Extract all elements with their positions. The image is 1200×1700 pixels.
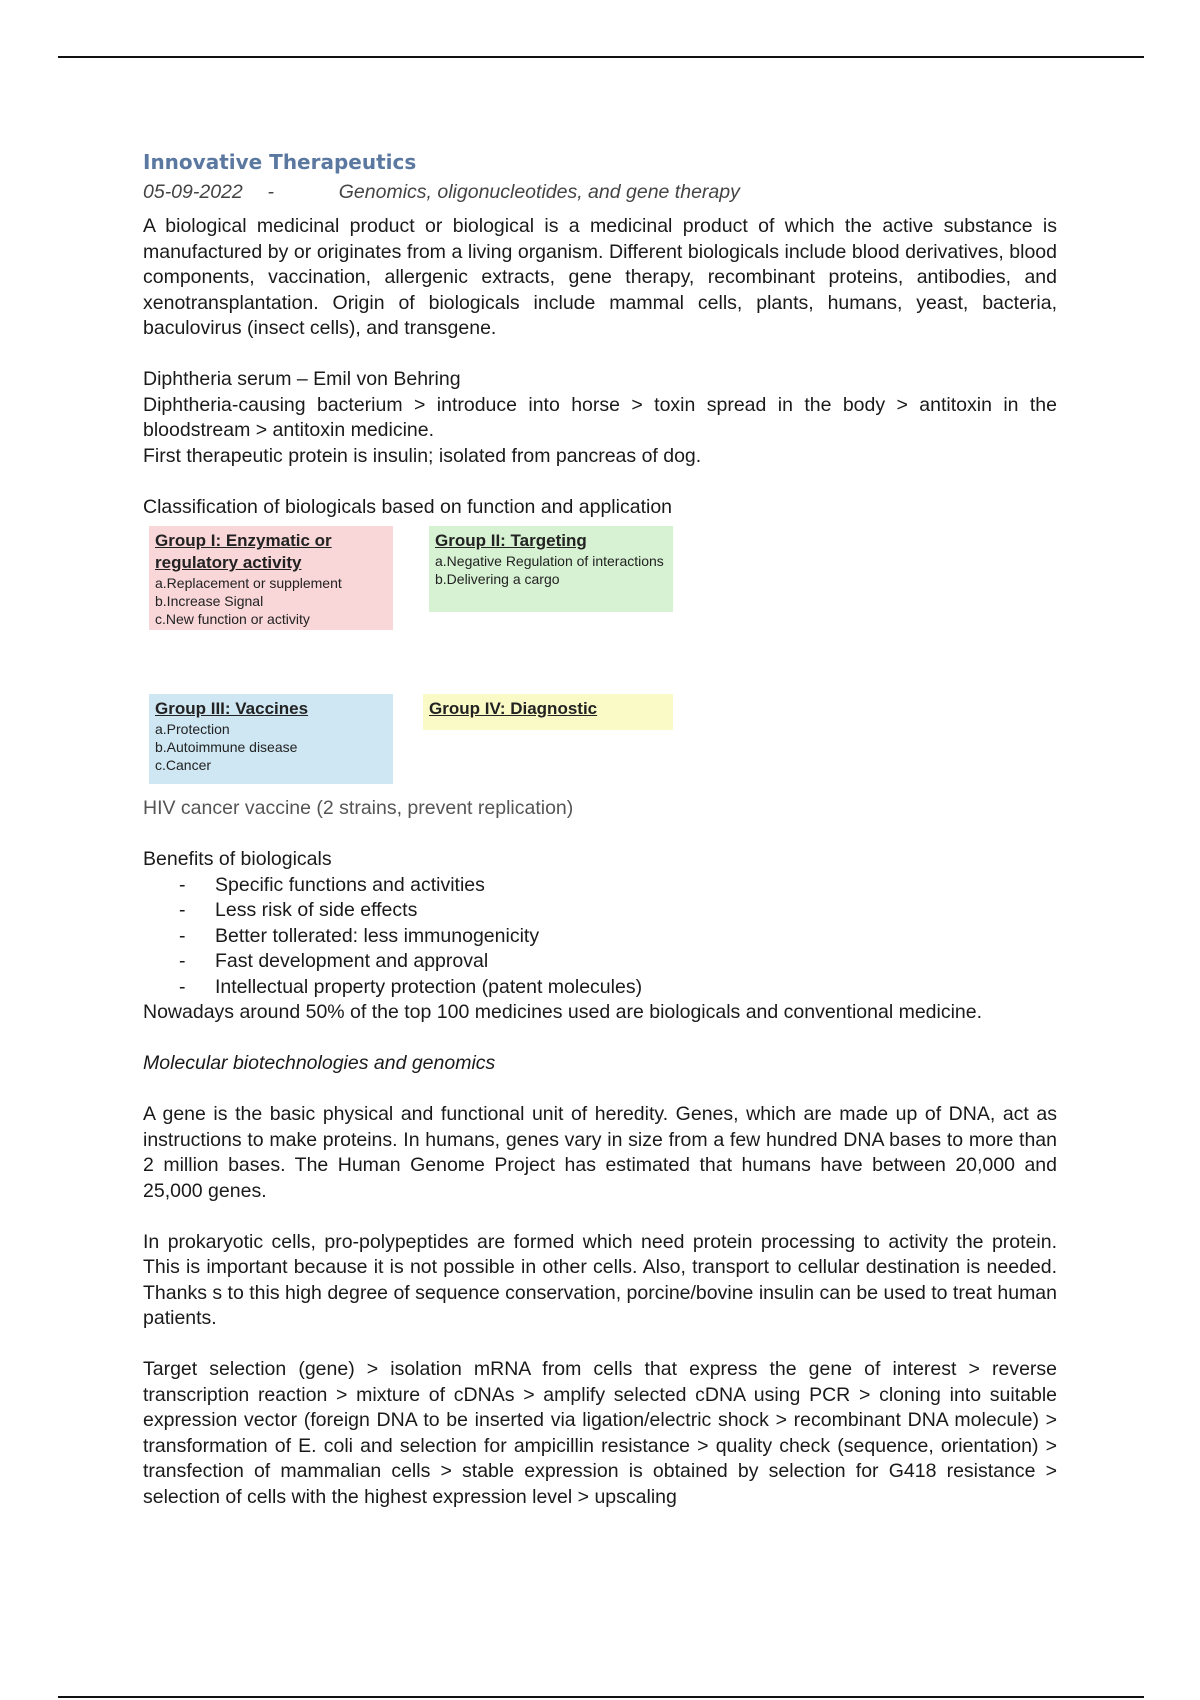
document-date: 05-09-2022 (143, 181, 243, 203)
header-rule (58, 56, 1144, 58)
hiv-note: HIV cancer vaccine (2 strains, prevent replication) (143, 797, 574, 819)
list-item: - Less risk of side effects (179, 898, 1057, 924)
group-3-item: b.Autoimmune disease (155, 739, 298, 755)
document-title: Innovative Therapeutics (143, 150, 417, 174)
group-3-box (149, 694, 393, 784)
classification-heading: Classification of biologicals based on function and application (143, 495, 673, 518)
list-item: - Better tollerated: less immunogenicity (179, 924, 1057, 950)
gene-paragraph: A gene is the basic physical and functional unit of heredity. Genes, which are made up of DNA, act as instructions to make proteins. In humans, genes vary in size from a few hundred DNA bases to more than 2 million bases. The Human Genome Project has estimated that humans have between 20,000 and 25,000 genes. (143, 1103, 1057, 1202)
group-4-box (423, 694, 673, 730)
list-item: - Fast development and approval (179, 949, 1057, 975)
group-1-item: a.Replacement or supplement (155, 575, 342, 591)
group-2-box (429, 526, 673, 612)
group-3-title: Group III: Vaccines (155, 699, 309, 718)
document-body (143, 148, 1057, 1510)
footer-rule (58, 1696, 1144, 1698)
group-3-item: c.Cancer (155, 757, 212, 773)
list-item: - Specific functions and activities (179, 873, 1057, 899)
document-meta (143, 178, 1057, 206)
group-1-box (149, 526, 393, 630)
insulin-text: First therapeutic protein is insulin; isolated from pancreas of dog. (143, 444, 702, 467)
diphtheria-text: Diphtheria-causing bacterium > introduce into horse > toxin spread in the body > antitoxin in the bloodstream > antitoxin medicine. (143, 393, 1057, 441)
benefits-note: Nowadays around 50% of the top 100 medicines used are biologicals and conventional medicine. (143, 1001, 983, 1023)
meta-separator: - (267, 181, 274, 203)
group-4-title: Group IV: Diagnostic (429, 699, 598, 718)
intro-paragraph: A biological medicinal product or biological is a medicinal product of which the active substance is manufactured by or originates from a living organism. Different biologicals include blood derivatives, blood components, vaccination, allergenic extracts, gene therapy, recombinant proteins, antibodies, and xenotransplantation. Origin of biologicals include mammal cells, plants, humans, yeast, bacteria, baculovirus (insect cells), and transgene. (143, 215, 1057, 339)
group-1-item: c.New function or activity (155, 611, 310, 627)
group-2-item: a.Negative Regulation of interactions (435, 553, 664, 569)
group-3-item: a.Protection (155, 721, 230, 737)
benefits-list (143, 873, 1057, 1001)
group-2-item: b.Delivering a cargo (435, 571, 560, 587)
group-2-title: Group II: Targeting (435, 531, 587, 550)
prokaryotic-paragraph: In prokaryotic cells, pro-polypeptides are formed which need protein processing to activity the protein. This is important because it is not possible in other cells. Also, transport to cellular destination is needed. Thanks s to this high degree of sequence conservation, porcine/bovine insulin can be used to treat human patients. (143, 1230, 1057, 1329)
list-item: - Intellectual property protection (patent molecules) (179, 975, 1057, 1001)
diphtheria-heading: Diphtheria serum – Emil von Behring (143, 368, 461, 390)
group-1-title: Group I: Enzymatic or regulatory activity (155, 531, 332, 572)
benefits-heading: Benefits of biologicals (143, 848, 332, 870)
document-subtitle: Genomics, oligonucleotides, and gene therapy (338, 181, 740, 203)
group-1-item: b.Increase Signal (155, 593, 264, 609)
classification-diagram (143, 526, 1057, 806)
molecular-heading: Molecular biotechnologies and genomics (143, 1052, 496, 1074)
workflow-paragraph: Target selection (gene) > isolation mRNA from cells that express the gene of interest > reverse transcription reaction > mixture of cDNAs > amplify selected cDNA using PCR > cloning into suitable expression vector (foreign DNA to be inserted via ligation/electric shock > recombinant DNA molecule) > transformation of E. coli and selection for ampicillin resistance > quality check (sequence, orientation) > transfection of mammalian cells > stable expression is obtained by selection for G418 resistance > selection of cells with the highest expression level > upscaling (143, 1358, 1057, 1508)
